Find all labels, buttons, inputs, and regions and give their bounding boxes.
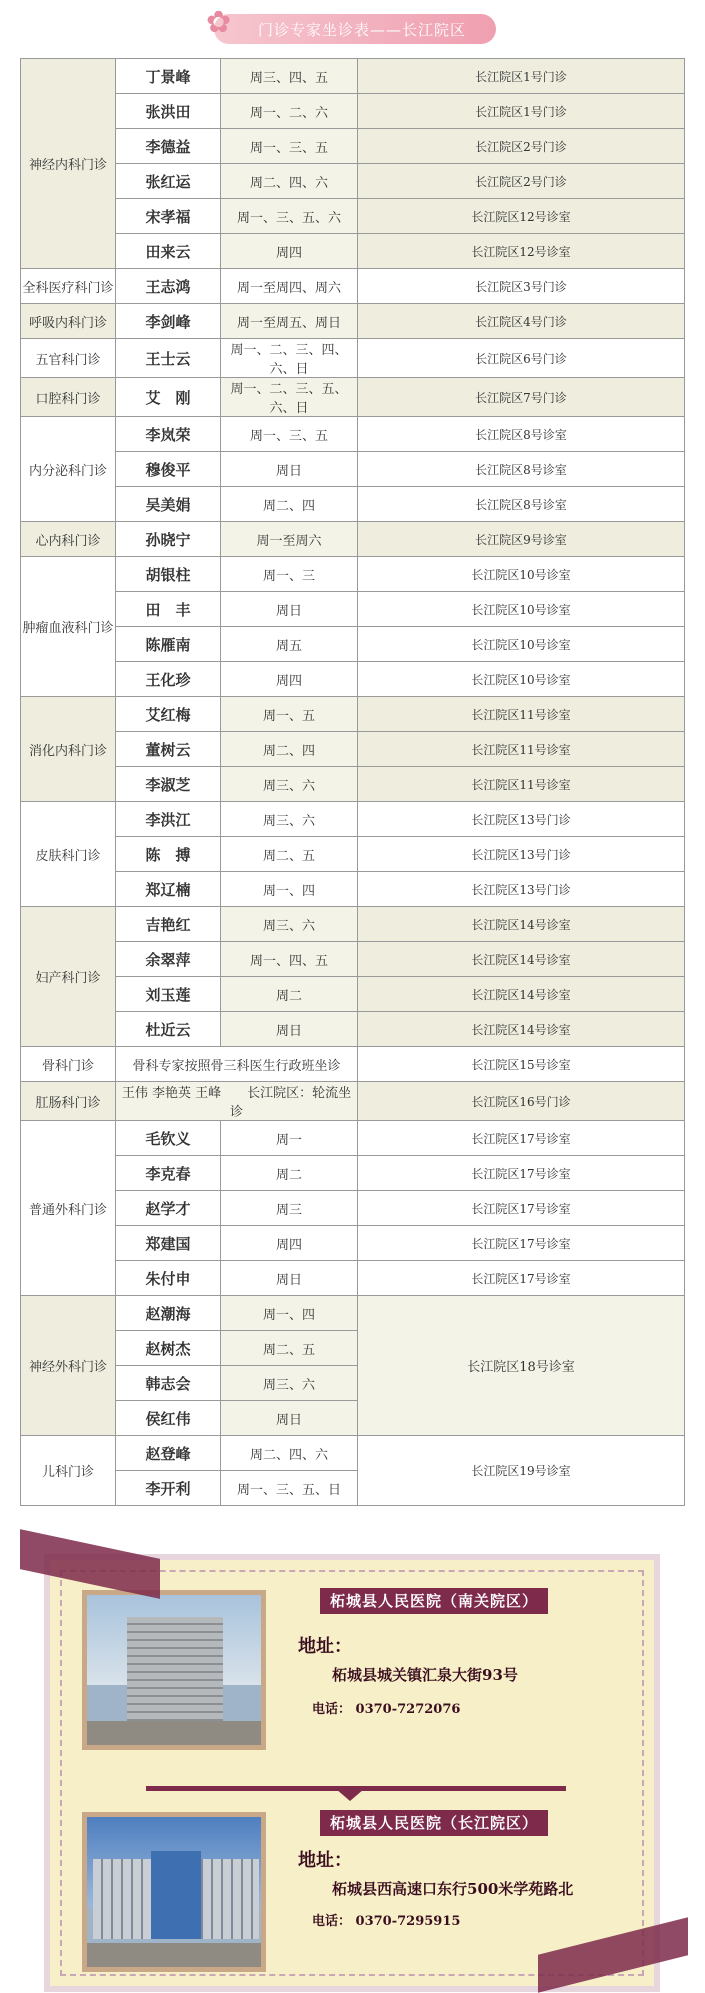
table-row [21, 732, 685, 767]
schedule-days: 周一、五 [221, 697, 358, 732]
room-cell: 长江院区8号诊室 [358, 417, 685, 452]
table-row [21, 1156, 685, 1191]
schedule-days: 周三、六 [221, 767, 358, 802]
doctor-name: 毛钦义 [116, 1121, 221, 1156]
table-row [21, 94, 685, 129]
schedule-days: 周三、六 [221, 1366, 358, 1401]
schedule-days: 周二、四 [221, 487, 358, 522]
doctor-name: 李德益 [116, 129, 221, 164]
dept-cell: 神经内科门诊 [21, 59, 116, 269]
doctor-name: 王化珍 [116, 662, 221, 697]
schedule-days: 周一、二、三、四、六、日 [221, 339, 358, 378]
schedule-days: 周四 [221, 234, 358, 269]
dept-cell: 骨科门诊 [21, 1047, 116, 1082]
schedule-days: 周一 [221, 1121, 358, 1156]
phone-text: 电话： 0370-7295915 [312, 1914, 461, 1929]
doctor-name: 刘玉莲 [116, 977, 221, 1012]
table-row [21, 942, 685, 977]
room-cell: 长江院区13号门诊 [358, 872, 685, 907]
doctor-name: 赵树杰 [116, 1331, 221, 1366]
schedule-days: 周二、五 [221, 837, 358, 872]
schedule-days: 周一至周六 [221, 522, 358, 557]
hospital-info-card [20, 1538, 684, 1992]
dept-cell: 消化内科门诊 [21, 697, 116, 802]
doctor-name: 宋孝福 [116, 199, 221, 234]
room-cell: 长江院区8号诊室 [358, 452, 685, 487]
room-cell: 长江院区14号诊室 [358, 977, 685, 1012]
dept-cell: 肛肠科门诊 [21, 1082, 116, 1121]
schedule-days: 周二、四 [221, 732, 358, 767]
schedule-days: 周一、四 [221, 1296, 358, 1331]
schedule-days: 周三、六 [221, 907, 358, 942]
table-row [21, 1296, 685, 1331]
doctor-name: 赵潮海 [116, 1296, 221, 1331]
schedule-days: 周四 [221, 662, 358, 697]
room-cell: 长江院区2号门诊 [358, 129, 685, 164]
page-title: 门诊专家坐诊表——长江院区 [258, 21, 467, 39]
room-cell: 长江院区14号诊室 [358, 907, 685, 942]
table-row [21, 339, 685, 378]
room-cell: 长江院区7号门诊 [358, 378, 685, 417]
table-row [21, 557, 685, 592]
table-row [21, 1261, 685, 1296]
room-cell: 长江院区17号诊室 [358, 1121, 685, 1156]
room-cell: 长江院区17号诊室 [358, 1191, 685, 1226]
table-row [21, 1012, 685, 1047]
table-row [21, 592, 685, 627]
schedule-days: 周一、三 [221, 557, 358, 592]
schedule-days: 周日 [221, 1401, 358, 1436]
schedule-days: 周二 [221, 1156, 358, 1191]
doctor-name: 韩志会 [116, 1366, 221, 1401]
doctor-name: 张洪田 [116, 94, 221, 129]
phone-text: 电话： 0370-7272076 [312, 1702, 461, 1717]
table-row [21, 1121, 685, 1156]
schedule-days: 周二、四、六 [221, 1436, 358, 1471]
schedule-days: 周一、四 [221, 872, 358, 907]
room-cell: 长江院区11号诊室 [358, 767, 685, 802]
page-header-banner [206, 5, 496, 44]
schedule-days: 周一、三、五 [221, 129, 358, 164]
table-row [21, 522, 685, 557]
flower-icon: ✿ [206, 5, 232, 40]
hospital-photo-nanguan [82, 1590, 266, 1750]
dept-cell: 口腔科门诊 [21, 378, 116, 417]
divider-arrow-icon [336, 1789, 364, 1801]
schedule-days: 周一、二、六 [221, 94, 358, 129]
room-cell: 长江院区12号诊室 [358, 199, 685, 234]
schedule-days: 周二、五 [221, 1331, 358, 1366]
schedule-days: 周一、三、五、日 [221, 1471, 358, 1506]
table-row [21, 1226, 685, 1261]
dept-cell: 皮肤科门诊 [21, 802, 116, 907]
table-row [21, 59, 685, 94]
schedule-days: 周一、三、五、六 [221, 199, 358, 234]
room-cell: 长江院区13号门诊 [358, 802, 685, 837]
room-cell: 长江院区1号门诊 [358, 59, 685, 94]
dept-cell: 普通外科门诊 [21, 1121, 116, 1296]
doctor-name: 赵登峰 [116, 1436, 221, 1471]
schedule-days: 周一至周五、周日 [221, 304, 358, 339]
room-cell: 长江院区10号诊室 [358, 592, 685, 627]
schedule-days: 周日 [221, 592, 358, 627]
hospital-photo-changjiang [82, 1812, 266, 1972]
doctor-name: 侯红伟 [116, 1401, 221, 1436]
table-row [21, 837, 685, 872]
doctor-name: 艾 刚 [116, 378, 221, 417]
table-row [21, 907, 685, 942]
table-row [21, 872, 685, 907]
schedule-days: 周二 [221, 977, 358, 1012]
doctor-name: 李开利 [116, 1471, 221, 1506]
room-cell: 长江院区8号诊室 [358, 487, 685, 522]
room-cell: 长江院区9号诊室 [358, 522, 685, 557]
schedule-days: 周一、二、三、五、六、日 [221, 378, 358, 417]
doctor-name: 郑辽楠 [116, 872, 221, 907]
doctor-name: 李克春 [116, 1156, 221, 1191]
table-row [21, 1436, 685, 1471]
room-cell: 长江院区3号门诊 [358, 269, 685, 304]
room-cell: 长江院区2号门诊 [358, 164, 685, 199]
doctor-name: 郑建国 [116, 1226, 221, 1261]
room-cell: 长江院区15号诊室 [358, 1047, 685, 1082]
room-cell: 长江院区12号诊室 [358, 234, 685, 269]
doctor-name: 吴美娟 [116, 487, 221, 522]
schedule-note: 王伟 李艳英 王峰 长江院区：轮流坐诊 [116, 1082, 358, 1121]
address-text: 柘城县城关镇汇泉大街93号 [332, 1666, 518, 1684]
hospital-name-label: 柘城县人民医院（长江院区） [320, 1810, 548, 1836]
table-row [21, 697, 685, 732]
room-cell: 长江院区1号门诊 [358, 94, 685, 129]
schedule-days: 周四 [221, 1226, 358, 1261]
dept-cell: 五官科门诊 [21, 339, 116, 378]
room-cell: 长江院区10号诊室 [358, 662, 685, 697]
table-row [21, 1047, 685, 1082]
table-row [21, 199, 685, 234]
table-row [21, 269, 685, 304]
schedule-note: 骨科专家按照骨三科医生行政班坐诊 [116, 1047, 358, 1082]
schedule-days: 周日 [221, 1012, 358, 1047]
room-cell: 长江院区4号门诊 [358, 304, 685, 339]
schedule-days: 周一、三、五 [221, 417, 358, 452]
doctor-name: 胡银柱 [116, 557, 221, 592]
dept-cell: 全科医疗科门诊 [21, 269, 116, 304]
schedule-days: 周三、四、五 [221, 59, 358, 94]
table-row [21, 304, 685, 339]
address-heading: 地址： [298, 1636, 352, 1657]
room-cell: 长江院区10号诊室 [358, 557, 685, 592]
hospital-name-label: 柘城县人民医院（南关院区） [320, 1588, 548, 1614]
room-cell: 长江院区10号诊室 [358, 627, 685, 662]
doctor-name: 艾红梅 [116, 697, 221, 732]
doctor-name: 李洪江 [116, 802, 221, 837]
dept-cell: 呼吸内科门诊 [21, 304, 116, 339]
dept-cell: 妇产科门诊 [21, 907, 116, 1047]
schedule-days: 周一、四、五 [221, 942, 358, 977]
doctor-name: 朱付申 [116, 1261, 221, 1296]
table-row [21, 378, 685, 417]
room-cell: 长江院区17号诊室 [358, 1261, 685, 1296]
table-row [21, 802, 685, 837]
doctor-name: 李岚荣 [116, 417, 221, 452]
table-row [21, 164, 685, 199]
table-row [21, 487, 685, 522]
room-cell: 长江院区6号门诊 [358, 339, 685, 378]
schedule-days: 周日 [221, 1261, 358, 1296]
doctor-name: 赵学才 [116, 1191, 221, 1226]
room-cell: 长江院区17号诊室 [358, 1226, 685, 1261]
doctor-name: 王士云 [116, 339, 221, 378]
dept-cell: 神经外科门诊 [21, 1296, 116, 1436]
doctor-name: 孙晓宁 [116, 522, 221, 557]
doctor-name: 陈雁南 [116, 627, 221, 662]
schedule-days: 周五 [221, 627, 358, 662]
doctor-name: 丁景峰 [116, 59, 221, 94]
table-row [21, 452, 685, 487]
dept-cell: 儿科门诊 [21, 1436, 116, 1506]
dept-cell: 心内科门诊 [21, 522, 116, 557]
schedule-days: 周二、四、六 [221, 164, 358, 199]
dept-cell: 肿瘤血液科门诊 [21, 557, 116, 697]
room-cell: 长江院区19号诊室 [358, 1436, 685, 1506]
room-cell: 长江院区18号诊室 [358, 1296, 685, 1436]
room-cell: 长江院区11号诊室 [358, 697, 685, 732]
address-text: 柘城县西高速口东行500米学苑路北 [332, 1880, 574, 1898]
doctor-name: 李淑芝 [116, 767, 221, 802]
room-cell: 长江院区11号诊室 [358, 732, 685, 767]
doctor-name: 余翠萍 [116, 942, 221, 977]
table-row [21, 767, 685, 802]
schedule-days: 周日 [221, 452, 358, 487]
doctor-name: 陈 搏 [116, 837, 221, 872]
room-cell: 长江院区14号诊室 [358, 942, 685, 977]
room-cell: 长江院区16号门诊 [358, 1082, 685, 1121]
table-row [21, 627, 685, 662]
table-row [21, 977, 685, 1012]
doctor-name: 杜近云 [116, 1012, 221, 1047]
table-row [21, 1191, 685, 1226]
table-row [21, 662, 685, 697]
schedule-days: 周三 [221, 1191, 358, 1226]
doctor-name: 董树云 [116, 732, 221, 767]
schedule-days: 周一至周四、周六 [221, 269, 358, 304]
doctor-name: 吉艳红 [116, 907, 221, 942]
doctor-name: 穆俊平 [116, 452, 221, 487]
table-row [21, 129, 685, 164]
table-row [21, 1082, 685, 1121]
table-row [21, 417, 685, 452]
schedule-days: 周三、六 [221, 802, 358, 837]
room-cell: 长江院区14号诊室 [358, 1012, 685, 1047]
table-row [21, 234, 685, 269]
dept-cell: 内分泌科门诊 [21, 417, 116, 522]
doctor-name: 张红运 [116, 164, 221, 199]
doctor-name: 李剑峰 [116, 304, 221, 339]
doctor-name: 王志鸿 [116, 269, 221, 304]
doctor-name: 田 丰 [116, 592, 221, 627]
room-cell: 长江院区17号诊室 [358, 1156, 685, 1191]
room-cell: 长江院区13号门诊 [358, 837, 685, 872]
schedule-table [20, 58, 685, 1506]
address-heading: 地址： [298, 1850, 352, 1871]
doctor-name: 田来云 [116, 234, 221, 269]
info-card-frame [44, 1554, 660, 1992]
